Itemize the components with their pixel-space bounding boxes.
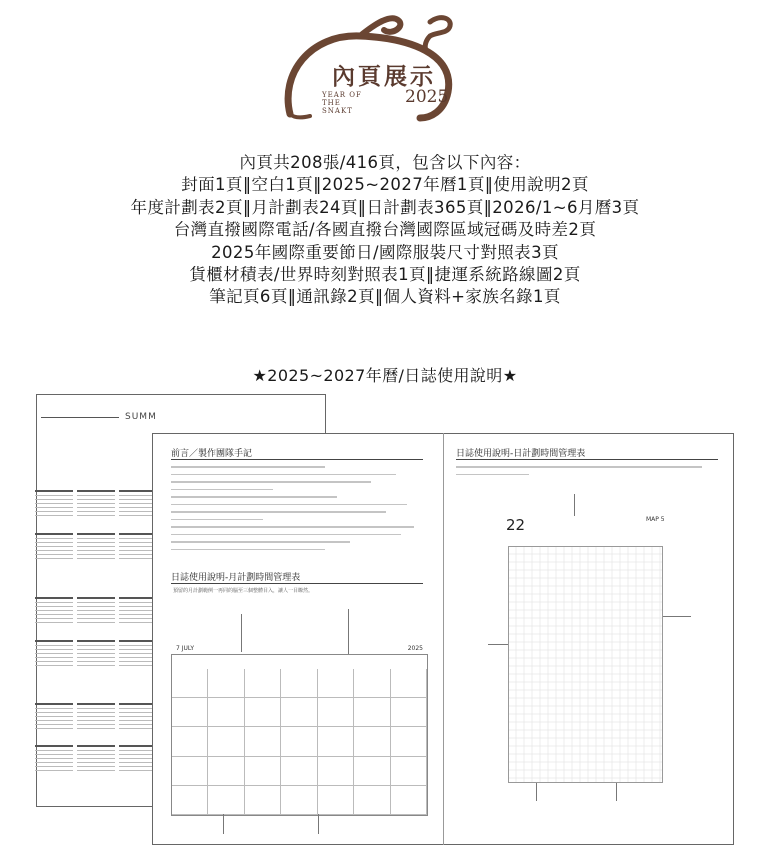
mini-month-calendar	[77, 745, 115, 773]
mini-month-calendar	[35, 640, 73, 668]
calendar-day-cell	[281, 786, 317, 815]
calendar-day-cell	[208, 698, 244, 727]
callout-leader	[616, 783, 617, 801]
mini-month-calendar	[35, 745, 73, 773]
preface-text	[171, 466, 427, 556]
contents-line: 2025年國際重要節日/國際服裝尺寸對照表3頁	[211, 242, 559, 262]
mini-month-calendar	[35, 533, 73, 561]
calendar-day-cell	[245, 698, 281, 727]
calendar-day-cell	[354, 786, 390, 815]
calendar-day-cell	[281, 757, 317, 786]
monthly-calendar	[171, 645, 428, 816]
right-page-daily-planner	[443, 433, 734, 845]
callout-leader	[348, 609, 349, 654]
divider	[41, 417, 119, 418]
calendar-day-cell	[172, 757, 208, 786]
calendar-day-cell	[354, 669, 390, 698]
calendar-day-cell	[245, 669, 281, 698]
calendar-day-cell	[208, 727, 244, 756]
mini-month-calendar	[77, 640, 115, 668]
mini-month-calendar	[35, 703, 73, 731]
contents-line: 年度計劃表2頁‖月計劃表24頁‖日計劃表365頁‖2026/1~6月曆3頁	[130, 197, 640, 217]
calendar-day-cell	[281, 669, 317, 698]
monthly-guide-intro: 預留的月計劃範例一再同的腦至三個整體目入，讓人一目瞭然。	[173, 588, 314, 594]
divider	[171, 459, 423, 460]
left-page-monthly-planner	[152, 433, 443, 845]
calendar-day-cell	[318, 786, 354, 815]
calendar-day-cell	[318, 669, 354, 698]
calendar-day-cell	[318, 727, 354, 756]
contents-line: 封面1頁‖空白1頁‖2025~2027年曆1頁‖使用說明2頁	[181, 175, 589, 195]
mini-month-calendar	[77, 703, 115, 731]
callout-leader	[241, 614, 242, 652]
mini-month-calendar	[35, 490, 73, 518]
callout-arrow	[488, 644, 508, 645]
calendar-day-cell	[354, 727, 390, 756]
calendar-day-cell	[391, 669, 427, 698]
graph-paper-icon	[508, 546, 663, 783]
calendar-day-cell	[208, 786, 244, 815]
calendar-day-cell	[391, 727, 427, 756]
calendar-day-cell	[172, 669, 208, 698]
calendar-day-cell	[318, 698, 354, 727]
calendar-day-cell	[354, 757, 390, 786]
logo-year: 2025	[405, 87, 449, 107]
mini-month-calendar	[77, 533, 115, 561]
calendar-day-cell	[281, 727, 317, 756]
calendar-day-cell	[281, 698, 317, 727]
logo-subtitle-line1: YEAR OF THE	[322, 91, 362, 107]
calendar-day-cell	[172, 698, 208, 727]
callout-leader	[318, 814, 319, 834]
month-label: 7 JULY	[176, 645, 195, 652]
preface-title: 前言／製作團隊手記	[171, 449, 253, 459]
year-label: 2025	[407, 645, 423, 652]
mini-month-calendar	[77, 597, 115, 625]
book-spine	[443, 433, 444, 845]
calendar-day-cell	[354, 698, 390, 727]
contents-line: 筆記頁6頁‖通訊錄2頁‖個人資料+家族名錄1頁	[209, 287, 561, 307]
calendar-day-cell	[391, 786, 427, 815]
contents-line: 台灣直撥國際電話/各國直撥台灣國際區域冠碼及時差2頁	[173, 220, 597, 240]
mini-month-calendar	[77, 490, 115, 518]
divider	[171, 583, 423, 584]
callout-arrow	[663, 616, 691, 617]
daily-time-grid	[508, 546, 663, 783]
daily-guide-title: 日誌使用說明-日計劃時間管理表	[456, 449, 586, 459]
calendar-day-cell	[208, 757, 244, 786]
logo-subtitle	[322, 91, 382, 115]
divider	[456, 459, 718, 460]
daily-guide-intro	[456, 466, 718, 481]
contents-line: 貨櫃材積表/世界時刻對照表1頁‖捷運系統路線圖2頁	[189, 265, 581, 285]
calendar-day-cell	[208, 669, 244, 698]
usage-heading: ★2025~2027年曆/日誌使用說明★	[252, 366, 518, 385]
contents-list	[0, 152, 770, 309]
back-page-label: SUMM	[125, 412, 157, 422]
calendar-day-cell	[172, 786, 208, 815]
calendar-day-cell	[245, 757, 281, 786]
callout-leader	[536, 783, 537, 801]
map-label: MAP 5	[646, 516, 665, 523]
calendar-day-cell	[172, 727, 208, 756]
monthly-guide-title: 日誌使用說明-月計劃時間管理表	[171, 573, 301, 583]
contents-line: 內頁共208張/416頁，包含以下內容：	[239, 153, 531, 172]
callout-leader	[223, 814, 224, 834]
calendar-day-cell	[318, 757, 354, 786]
logo-title: 內頁展示	[332, 63, 436, 90]
calendar-day-cell	[391, 757, 427, 786]
day-number: 22	[506, 516, 526, 534]
logo-subtitle-line2: SNAKT	[322, 107, 353, 115]
calendar-day-cell	[391, 698, 427, 727]
mini-month-calendar	[35, 597, 73, 625]
calendar-day-cell	[245, 786, 281, 815]
callout-leader	[574, 494, 575, 516]
calendar-day-cell	[245, 727, 281, 756]
